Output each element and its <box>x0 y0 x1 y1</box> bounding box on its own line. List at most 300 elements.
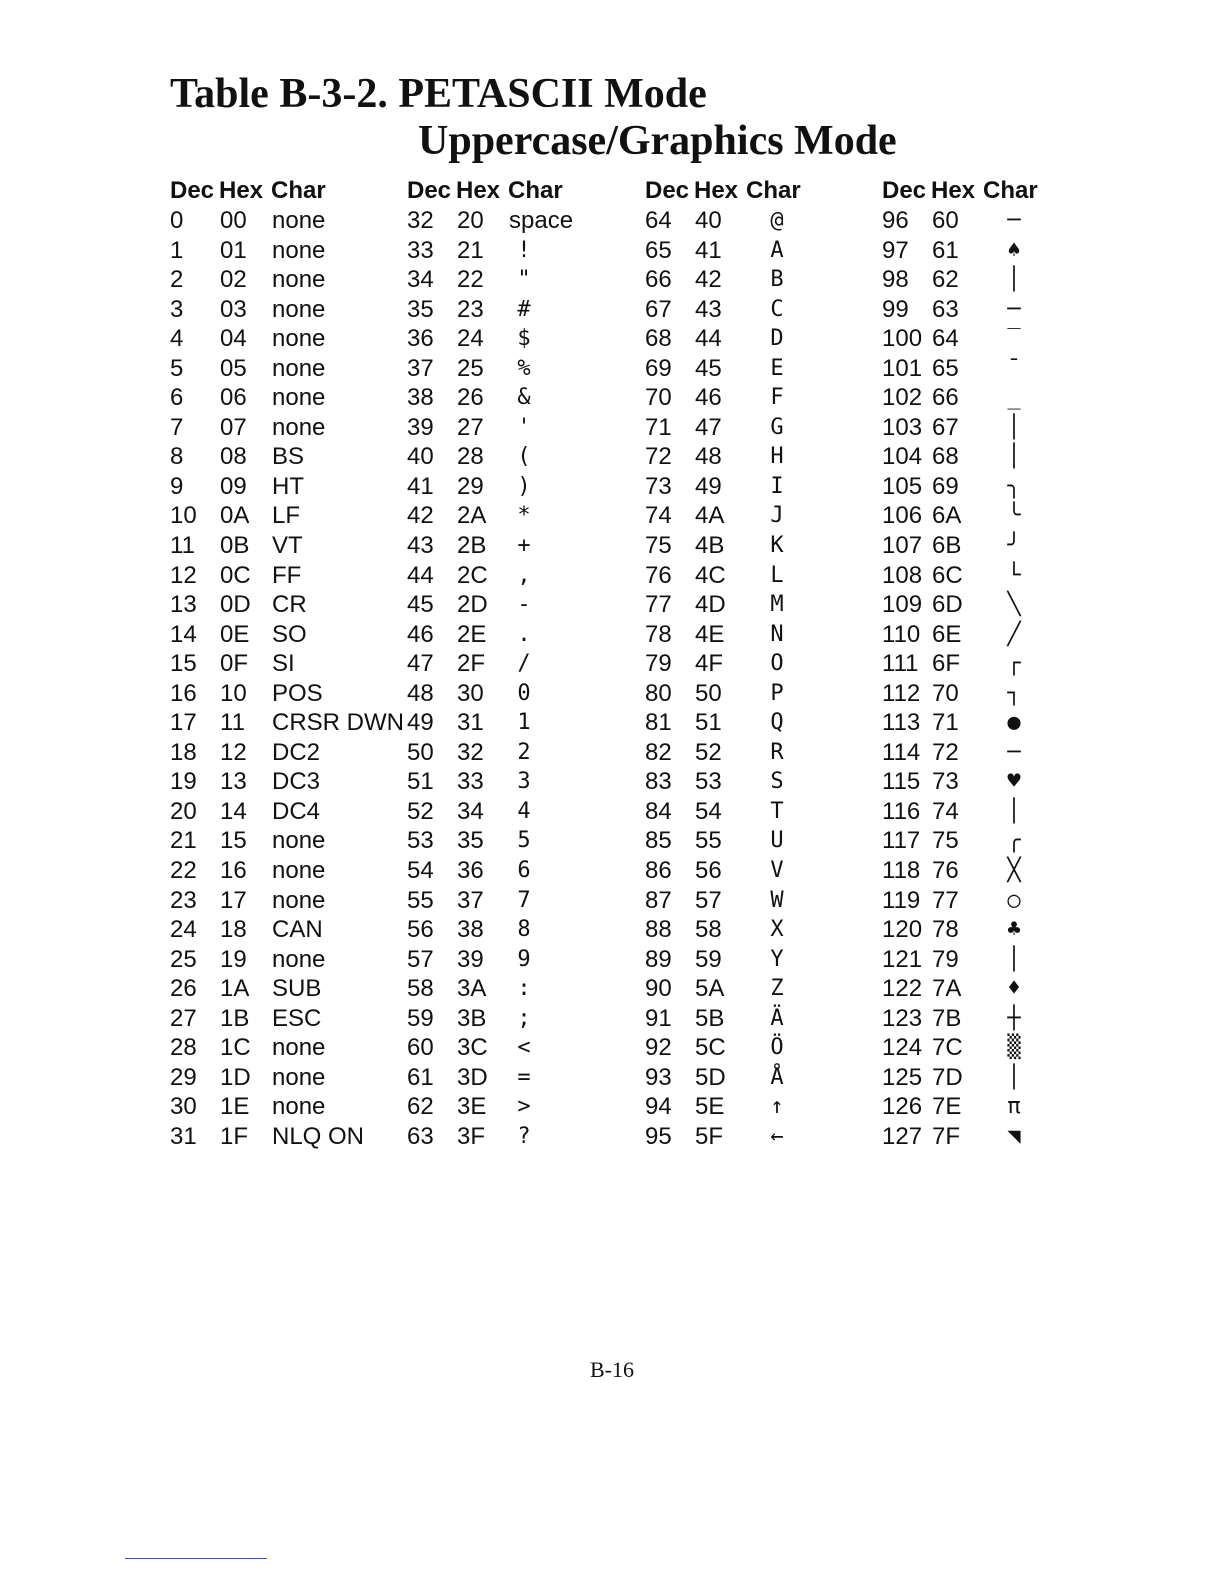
table-row <box>170 649 405 679</box>
dec-cell: 15 <box>170 650 197 678</box>
table-row <box>882 767 1117 797</box>
hex-cell: 55 <box>695 827 722 855</box>
char-cell: 0 <box>517 680 531 706</box>
table-row <box>170 1122 405 1152</box>
dec-cell: 49 <box>407 709 434 737</box>
char-cell: ¯ <box>1007 355 1021 381</box>
dec-cell: 108 <box>882 561 923 589</box>
hex-cell: 51 <box>695 709 722 737</box>
table-row <box>407 826 642 856</box>
dec-cell: 106 <box>882 502 923 530</box>
char-cell: T <box>770 798 784 824</box>
table-row <box>882 236 1117 266</box>
hex-cell: 18 <box>220 916 247 944</box>
table-row <box>645 442 880 472</box>
char-cell: Ä <box>770 1005 784 1031</box>
char-cell: DC3 <box>272 768 321 796</box>
dec-cell: 91 <box>645 1004 672 1032</box>
hex-cell: 0F <box>220 650 249 678</box>
dec-cell: 11 <box>170 532 195 560</box>
dec-cell: 50 <box>407 738 434 766</box>
char-cell: CRSR DWN <box>272 709 404 737</box>
dec-cell: 43 <box>407 532 434 560</box>
char-cell: ╭ <box>1007 828 1021 854</box>
char-cell: " <box>517 267 531 293</box>
dec-cell: 85 <box>645 827 672 855</box>
column-header <box>170 176 405 206</box>
hex-cell: 70 <box>932 679 959 707</box>
table-row <box>645 886 880 916</box>
hex-cell: 1E <box>220 1093 250 1121</box>
table-row <box>645 1092 880 1122</box>
dec-cell: 98 <box>882 266 909 294</box>
dec-cell: 80 <box>645 679 672 707</box>
char-cell: A <box>770 237 784 263</box>
char-cell: │ <box>1007 267 1021 293</box>
table-row <box>645 236 880 266</box>
char-cell: POS <box>272 679 323 707</box>
table-row <box>645 649 880 679</box>
dec-cell: 45 <box>407 591 434 619</box>
char-cell: # <box>517 296 531 322</box>
table-row <box>882 295 1117 325</box>
table-row <box>407 797 642 827</box>
hex-cell: 20 <box>457 207 484 234</box>
table-row <box>407 531 642 561</box>
table-row <box>645 856 880 886</box>
dec-cell: 79 <box>645 650 672 678</box>
table-row <box>170 590 405 620</box>
hex-cell: 2E <box>457 620 487 648</box>
char-cell: $ <box>517 326 531 352</box>
hex-cell: 10 <box>220 679 247 707</box>
char-cell: G <box>770 414 784 440</box>
hex-cell: 01 <box>220 236 247 264</box>
dec-cell: 62 <box>407 1093 434 1121</box>
table-row <box>170 797 405 827</box>
table-row <box>645 767 880 797</box>
hex-cell: 14 <box>220 797 247 825</box>
dec-cell: 109 <box>882 591 923 619</box>
table-row <box>170 915 405 945</box>
char-cell: S <box>770 769 784 795</box>
char-cell: LF <box>272 502 301 530</box>
char-cell: 1 <box>517 710 531 736</box>
table-row <box>170 295 405 325</box>
char-cell: ┌ <box>1007 651 1021 677</box>
table-row <box>645 1004 880 1034</box>
table-row <box>170 826 405 856</box>
header-hex: Hex <box>219 177 264 204</box>
char-cell: SI <box>272 650 295 678</box>
dec-cell: 84 <box>645 797 672 825</box>
header-char: Char <box>271 177 326 204</box>
dec-cell: 41 <box>407 472 434 500</box>
dec-cell: 94 <box>645 1093 672 1121</box>
hex-cell: 60 <box>932 207 959 234</box>
char-cell: none <box>272 266 326 294</box>
table-row <box>407 413 642 443</box>
table-row <box>882 1122 1117 1152</box>
dec-cell: 127 <box>882 1122 923 1150</box>
dec-cell: 16 <box>170 679 197 707</box>
page-number: B-16 <box>590 1357 634 1382</box>
dec-cell: 47 <box>407 650 434 678</box>
hex-cell: 1C <box>220 1034 251 1062</box>
column-group-1 <box>170 176 405 1152</box>
table-row <box>170 738 405 768</box>
dec-cell: 74 <box>645 502 672 530</box>
dec-cell: 44 <box>407 561 434 589</box>
dec-cell: 78 <box>645 620 672 648</box>
hex-cell: 2B <box>457 532 487 560</box>
hex-cell: 08 <box>220 443 247 471</box>
char-cell: C <box>770 296 784 322</box>
hex-cell: 2D <box>457 591 488 619</box>
char-cell: > <box>517 1094 531 1120</box>
table-row <box>882 383 1117 413</box>
hex-cell: 11 <box>220 709 245 737</box>
char-cell: SO <box>272 620 307 648</box>
table-row <box>882 206 1117 236</box>
dec-cell: 53 <box>407 827 434 855</box>
hex-cell: 19 <box>220 945 247 973</box>
char-cell: : <box>517 976 531 1002</box>
header-char: Char <box>983 177 1038 204</box>
table-row <box>882 915 1117 945</box>
hex-cell: 3D <box>457 1063 488 1091</box>
dec-cell: 20 <box>170 797 197 825</box>
table-row <box>407 561 642 591</box>
hex-cell: 71 <box>932 709 959 737</box>
dec-cell: 66 <box>645 266 672 294</box>
char-cell: 7 <box>517 887 531 913</box>
table-row <box>407 206 642 236</box>
dec-cell: 2 <box>170 266 184 294</box>
hex-cell: 2F <box>457 650 486 678</box>
dec-cell: 38 <box>407 384 434 412</box>
hex-cell: 05 <box>220 354 247 382</box>
char-cell: DC4 <box>272 797 321 825</box>
hex-cell: 27 <box>457 413 484 441</box>
char-cell: _ <box>1007 385 1021 411</box>
char-cell: FF <box>272 561 302 589</box>
hex-cell: 1A <box>220 975 250 1003</box>
hex-cell: 03 <box>220 295 247 323</box>
table-row <box>645 1033 880 1063</box>
char-cell: P <box>770 680 784 706</box>
hex-cell: 76 <box>932 857 959 885</box>
hex-cell: 5B <box>695 1004 725 1032</box>
table-row <box>170 531 405 561</box>
dec-cell: 72 <box>645 443 672 471</box>
dec-cell: 93 <box>645 1063 672 1091</box>
dec-cell: 75 <box>645 532 672 560</box>
table-row <box>407 856 642 886</box>
hex-cell: 15 <box>220 827 247 855</box>
char-cell: 2 <box>517 739 531 765</box>
hex-cell: 07 <box>220 413 247 441</box>
table-row <box>407 354 642 384</box>
hex-cell: 63 <box>932 295 959 323</box>
char-cell: ○ <box>1007 887 1021 913</box>
hex-cell: 78 <box>932 916 959 944</box>
hex-cell: 5E <box>695 1093 725 1121</box>
hex-cell: 4B <box>695 532 725 560</box>
dec-cell: 68 <box>645 325 672 353</box>
char-cell: none <box>272 857 326 885</box>
char-cell: none <box>272 1093 326 1121</box>
hex-cell: 75 <box>932 827 959 855</box>
table-row <box>882 649 1117 679</box>
hex-cell: 2A <box>457 502 487 530</box>
table-row <box>645 826 880 856</box>
char-cell: N <box>770 621 784 647</box>
dec-cell: 46 <box>407 620 434 648</box>
table-row <box>882 324 1117 354</box>
table-row <box>170 945 405 975</box>
char-cell: ) <box>517 473 531 499</box>
hex-cell: 31 <box>457 709 484 737</box>
char-cell: ; <box>517 1005 531 1031</box>
table-row <box>170 442 405 472</box>
char-cell: F <box>770 385 784 411</box>
table-row <box>645 708 880 738</box>
hex-cell: 12 <box>220 738 247 766</box>
char-cell: ♣ <box>1007 917 1021 943</box>
char-cell: ─ <box>1007 296 1021 322</box>
dec-cell: 36 <box>407 325 434 353</box>
char-cell: W <box>770 887 784 913</box>
char-cell: Y <box>770 946 784 972</box>
table-row <box>170 767 405 797</box>
hex-cell: 3A <box>457 975 487 1003</box>
char-cell: none <box>272 325 326 353</box>
table-row <box>170 856 405 886</box>
hex-cell: 4E <box>695 620 725 648</box>
dec-cell: 21 <box>170 827 197 855</box>
char-cell: & <box>517 385 531 411</box>
hex-cell: 5A <box>695 975 725 1003</box>
char-cell: V <box>770 858 784 884</box>
hex-cell: 16 <box>220 857 247 885</box>
dec-cell: 63 <box>407 1122 434 1150</box>
hex-cell: 0A <box>220 502 250 530</box>
dec-cell: 29 <box>170 1063 197 1091</box>
column-header <box>645 176 880 206</box>
table-row <box>170 1033 405 1063</box>
table-row <box>882 797 1117 827</box>
hex-cell: 29 <box>457 472 484 500</box>
hex-cell: 66 <box>932 384 959 412</box>
table-row <box>882 1004 1117 1034</box>
hex-cell: 36 <box>457 857 484 885</box>
hex-cell: 3B <box>457 1004 487 1032</box>
dec-cell: 110 <box>882 620 921 648</box>
table-row <box>645 354 880 384</box>
hex-cell: 47 <box>695 413 722 441</box>
hex-cell: 17 <box>220 886 247 914</box>
table-row <box>407 1092 642 1122</box>
table-row <box>407 679 642 709</box>
table-row <box>645 738 880 768</box>
dec-cell: 125 <box>882 1063 923 1091</box>
hex-cell: 79 <box>932 945 959 973</box>
dec-cell: 95 <box>645 1122 672 1150</box>
table-row <box>407 1004 642 1034</box>
dec-cell: 126 <box>882 1093 923 1121</box>
hex-cell: 62 <box>932 266 959 294</box>
hex-cell: 00 <box>220 207 247 234</box>
table-row <box>407 236 642 266</box>
char-cell: VT <box>272 532 303 560</box>
char-cell: ╱ <box>1007 621 1021 647</box>
char-cell: CR <box>272 591 307 619</box>
hex-cell: 0E <box>220 620 250 648</box>
dec-cell: 60 <box>407 1034 434 1062</box>
dec-cell: 52 <box>407 797 434 825</box>
dec-cell: 82 <box>645 738 672 766</box>
char-cell: ← <box>770 1123 784 1149</box>
dec-cell: 9 <box>170 472 184 500</box>
table-row <box>170 1092 405 1122</box>
table-row <box>407 1063 642 1093</box>
dec-cell: 107 <box>882 532 923 560</box>
char-cell: none <box>272 207 326 234</box>
dec-cell: 90 <box>645 975 672 1003</box>
table-row <box>170 265 405 295</box>
char-cell: ▒ <box>1007 1035 1021 1061</box>
hex-cell: 44 <box>695 325 722 353</box>
char-cell: space <box>509 207 574 234</box>
table-row <box>407 383 642 413</box>
table-row <box>645 620 880 650</box>
hex-cell: 43 <box>695 295 722 323</box>
hex-cell: 09 <box>220 472 247 500</box>
dec-cell: 24 <box>170 916 197 944</box>
dec-cell: 77 <box>645 591 672 619</box>
hex-cell: 56 <box>695 857 722 885</box>
table-row <box>170 206 405 236</box>
dec-cell: 22 <box>170 857 197 885</box>
hex-cell: 39 <box>457 945 484 973</box>
hex-cell: 59 <box>695 945 722 973</box>
column-header <box>882 176 1117 206</box>
char-cell: - <box>517 592 531 618</box>
dec-cell: 56 <box>407 916 434 944</box>
dec-cell: 58 <box>407 975 434 1003</box>
dec-cell: 25 <box>170 945 197 973</box>
table-row <box>882 974 1117 1004</box>
hex-cell: 3F <box>457 1122 486 1150</box>
table-row <box>170 620 405 650</box>
table-row <box>170 354 405 384</box>
table-row <box>645 945 880 975</box>
hex-cell: 13 <box>220 768 247 796</box>
char-cell: E <box>770 355 784 381</box>
hex-cell: 33 <box>457 768 484 796</box>
hex-cell: 45 <box>695 354 722 382</box>
header-char: Char <box>746 177 801 204</box>
table-row <box>645 472 880 502</box>
char-cell: % <box>517 355 531 381</box>
dec-cell: 30 <box>170 1093 197 1121</box>
hex-cell: 42 <box>695 266 722 294</box>
char-cell: CAN <box>272 916 323 944</box>
char-cell: ╰ <box>1007 503 1021 529</box>
dec-cell: 5 <box>170 354 184 382</box>
dec-cell: 13 <box>170 591 197 619</box>
table-row <box>645 295 880 325</box>
char-cell: none <box>272 384 326 412</box>
hex-cell: 64 <box>932 325 959 353</box>
dec-cell: 4 <box>170 325 184 353</box>
table-row <box>170 886 405 916</box>
hex-cell: 53 <box>695 768 722 796</box>
char-cell: ! <box>517 237 531 263</box>
hex-cell: 6F <box>932 650 961 678</box>
table-row <box>407 708 642 738</box>
table-row <box>882 1033 1117 1063</box>
char-cell: X <box>770 917 784 943</box>
char-cell: ─ <box>1007 208 1021 233</box>
char-cell: 9 <box>517 946 531 972</box>
dec-cell: 100 <box>882 325 923 353</box>
char-cell: Q <box>770 710 784 736</box>
table-row <box>407 1122 642 1152</box>
table-row <box>645 383 880 413</box>
dec-cell: 88 <box>645 916 672 944</box>
dec-cell: 117 <box>882 827 921 855</box>
table-row <box>407 265 642 295</box>
table-row <box>407 590 642 620</box>
table-row <box>882 501 1117 531</box>
char-cell: ♥ <box>1007 769 1021 795</box>
dec-cell: 57 <box>407 945 434 973</box>
hex-cell: 7D <box>932 1063 963 1091</box>
table-row <box>645 265 880 295</box>
char-cell: ? <box>517 1123 531 1149</box>
hex-cell: 37 <box>457 886 484 914</box>
hex-cell: 28 <box>457 443 484 471</box>
table-row <box>170 1063 405 1093</box>
hex-cell: 7C <box>932 1034 963 1062</box>
hex-cell: 3C <box>457 1034 488 1062</box>
hex-cell: 41 <box>695 236 722 264</box>
dec-cell: 32 <box>407 207 434 234</box>
char-cell: ◥ <box>1007 1123 1021 1149</box>
hex-cell: 2C <box>457 561 488 589</box>
dec-cell: 7 <box>170 413 184 441</box>
hex-cell: 54 <box>695 797 722 825</box>
table-row <box>407 295 642 325</box>
hex-cell: 6C <box>932 561 963 589</box>
hex-cell: 02 <box>220 266 247 294</box>
hex-cell: 5D <box>695 1063 726 1091</box>
char-cell: ─ <box>1007 739 1021 765</box>
column-group-2 <box>407 176 642 1152</box>
table-row <box>407 442 642 472</box>
dec-cell: 27 <box>170 1004 197 1032</box>
dec-cell: 37 <box>407 354 434 382</box>
hex-cell: 68 <box>932 443 959 471</box>
char-cell: none <box>272 354 326 382</box>
char-cell: none <box>272 236 326 264</box>
dec-cell: 19 <box>170 768 197 796</box>
dec-cell: 34 <box>407 266 434 294</box>
dec-cell: 8 <box>170 443 184 471</box>
hex-cell: 6A <box>932 502 962 530</box>
